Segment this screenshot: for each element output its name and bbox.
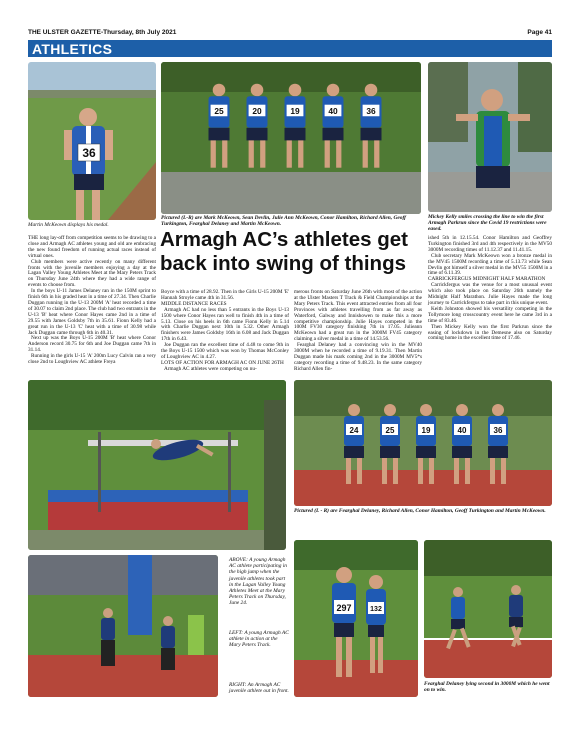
group-bib-number: 20 xyxy=(252,106,262,117)
group-bib-number: 19 xyxy=(290,106,300,117)
caption-group-2: Pictured (L - R) are Fearghal Delaney, Richard Allen, Conor Hamilton, Geoff Turkington and Martin McKeown. xyxy=(294,508,546,514)
headline: Armagh AC’s athletes get back into swing of things xyxy=(160,228,408,275)
photo-juvenile-image xyxy=(28,555,218,697)
section-title: ATHLETICS xyxy=(32,41,113,57)
paragraph: Joe Duggan ran the excellent time of 4.48 to come 9th in the Boys U-15 1500 which was won by Thomas McConley of Loughview AC in 4.27. xyxy=(161,342,289,360)
group2-bib-number: 19 xyxy=(421,426,431,435)
photo-girls-image xyxy=(294,540,418,697)
paragraph: Boyce with a time of 28.92. Then in the Girls U-15 200M 'E' Hannah Stroyle came 4th in 31.56. xyxy=(161,289,289,301)
photo-high-jump xyxy=(28,380,286,550)
photo-martin-mckeown xyxy=(28,62,156,220)
paragraph: merous fronts on Saturday June 26th with most of the action at the Ulster Masters T Track & Field Championships at the Mary Peters Track. This event attracted entries from all four Provinces with athletes travelling from as far away as Waterford, Galway and Innishowen to make this a more competitive championship. Julie Hayes competed in the 100M FV30 category finishing 7th in 17.05. Julieann McKeown had a great run in the 3000M FV45 category claiming a silver medal in a time of 14.53.56. xyxy=(294,289,422,343)
paragraph: Fearghal Delaney had a convincing win in the MV40 3000M when he recorded a time of 9.19.31. Then Martin Duggan made his mark coming 2nd in the 3000M MV5*s category recording a time of 9.48.23. In the same category Richard Allen fin- xyxy=(294,342,422,372)
paragraph: Keith Johnston showed his versatility competing in the Tollymore long crosscountry event here he came 3rd in a time of 83.46. xyxy=(428,305,552,324)
paragraph: In the boys U-11 James Delaney ran in the 150M sprint to finish 6th in his graded heat in a time of 27.34. Then Charlie Duggan running in the U-13 200M 'A' heat recorded a time of 30.07 to claim 2nd place. The club had two entrants in the U-13 'B' heat where Conor Hayes came 2nd in a time of 29.55 with James Goldsby 7th in 35.61. Fionn Kelly had a great run in the U-13 'C' heat with a time of 30.98 while Jack Duggan came through 6th in 40.31. xyxy=(28,288,156,336)
article-column-1 xyxy=(28,236,156,366)
photo-group-2 xyxy=(294,380,552,506)
paragraph: Club secretary Mark McKeown won a bronze medal in the MV45 1500M recording a time of 5.13.73 while Sean Devlin got himself a silver medal in the MV55 1500M in a time of 6.11.39. xyxy=(428,252,552,277)
masthead xyxy=(28,26,552,38)
paragraph: Then Mickey Kelly won the first Parkrun since the easing of lockdown in the Demesne also on Saturday coming home in the excellent time of 17.46. xyxy=(428,323,552,342)
paragraph: Armagh AC athletes were competing on nu- xyxy=(164,365,257,372)
paragraph: Next up was the Boys U-15 200M 'B' heat where Conor Anderson record 30.75 for 6th and Joe Duggan came 7th in 31.14. xyxy=(28,335,156,354)
photo-mickey-kelly xyxy=(428,62,552,212)
caption-above: ABOVE: A young Armagh AC athlete participating in the high jump when the juvenile athletes took part in the Lagan Valley Young Athletes Meet at the Mary Peters Track on Thursday, June 24. xyxy=(229,557,287,607)
caption-fearghal: Fearghal Delaney lying second in 3000M which he went on to win. xyxy=(424,681,550,694)
group-bib-number: 36 xyxy=(366,106,376,117)
group2-bib-number: 40 xyxy=(457,426,467,435)
paragraph: Armagh AC had no less than 5 entrants in the Boys U-13 1500 where Conor Hayes ran well to finish 4th in a time of 5.13. Close on his heels in 6th came Fionn Kelly in 5.14 with Charlie Duggan next 10th in 5.32. Other Armagh finishers were James Goldsby 16th in 6.08 and Jack Duggan 17th in 6.43. xyxy=(161,306,289,343)
paragraph: Carrickfergus was the venue for a most unusual event which also took place on Saturday 26th namely the Midnight Half Marathon. Julie Hayes made the long journey to Carrickfergus to take part in this unique event. xyxy=(428,282,552,306)
photo-juvenile-track xyxy=(28,555,218,697)
page-number: Page 41 xyxy=(527,29,552,36)
section-banner xyxy=(28,40,552,57)
caption-group: Pictured (L-R) are Mark McKeown, Sean Devlin, Julie Ann McKeown, Conor Hamilton, Richard Allen, Geoff Turkington, Fearghal Delaney and Martin McKeown. xyxy=(161,215,406,228)
bib-girl-1: 297 xyxy=(336,603,352,613)
paragraph: Club members were active recently on many different fronts with the juvenile members enjoying a day at the Lagan Valley Young Athletes Meet at the Mary Peters Track on Thursday June 24th where they had a wide range of events to choose from. xyxy=(28,258,156,289)
paragraph: Running in the girls U-15 'A' 200m Lucy Calvin ran a very close 2nd to Loughview AC athlete Freya xyxy=(28,353,156,366)
subheading: MIDDLE DISTANCE RACES xyxy=(161,300,227,307)
caption-right: RIGHT: An Armagh AC juvenile athlete out in front. xyxy=(229,682,289,695)
subheading: LOTS OF ACTION FOR ARMAGH AC ON JUNE 26TH xyxy=(161,359,284,366)
group2-bib-number: 36 xyxy=(493,426,503,435)
bib-number: 36 xyxy=(82,146,96,160)
publication-line: THE ULSTER GAZETTE-Thursday, 8th July 2021 xyxy=(28,29,177,36)
bib-girl-2: 132 xyxy=(370,606,382,613)
photo-group-image xyxy=(161,62,421,214)
article-column-2 xyxy=(161,290,289,373)
caption-left: LEFT: A young Armagh AC athlete in action at the Mary Peters Track. xyxy=(229,630,289,649)
group2-bib-number: 24 xyxy=(349,426,359,435)
paragraph: ished 5th in 12.15.54. Conor Hamilton and Geoffrey Turkington finished 3rd and 4th respectively in the MV50 3000M recording times of 11.12.37 and 11.41.15. xyxy=(428,235,552,253)
photo-girl-runners xyxy=(294,540,418,697)
group2-bib-number: 25 xyxy=(385,426,395,435)
photo-martin-image xyxy=(28,62,156,220)
photo-group-athletes xyxy=(161,62,421,214)
photo-fearghal-3000m xyxy=(424,540,552,678)
photo-fearghal-image xyxy=(424,540,552,678)
subheading: CARRICKFERGUS MIDNIGHT HALF MARATHON xyxy=(428,276,546,283)
article-column-4 xyxy=(428,236,552,342)
photo-group2-image xyxy=(294,380,552,506)
group-bib-number: 40 xyxy=(328,106,338,117)
caption-martin: Martin McKeown displays his medal. xyxy=(28,222,109,228)
photo-high-jump-image xyxy=(28,380,286,550)
article-column-3 xyxy=(294,290,422,373)
caption-mickey: Mickey Kelly smiles crossing the line to win the first Armagh Parkrun since the Covid 19 restrictions were eased. xyxy=(428,214,547,233)
group-bib-number: 25 xyxy=(214,106,224,117)
paragraph: THE long lay-off from competition seems to be drawing to a close and Armagh AC athletes young and old are embracing the new found freedom of running actual races instead of virtual ones. xyxy=(28,235,156,259)
photo-mickey-image xyxy=(428,62,552,212)
